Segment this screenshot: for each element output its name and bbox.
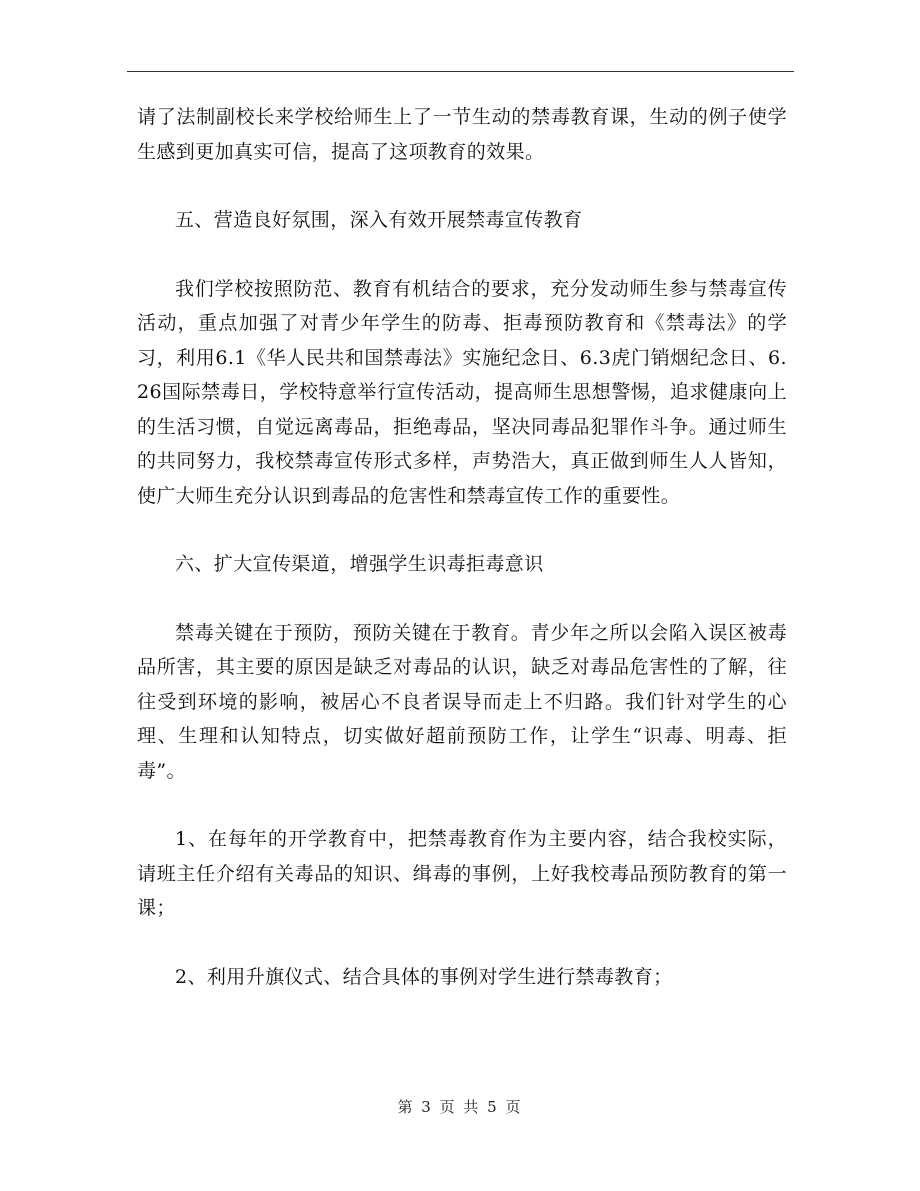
document-body bbox=[137, 100, 787, 994]
list-item-2: 2、利用升旗仪式、结合具体的事例对学生进行禁毒教育； bbox=[175, 965, 673, 988]
paragraph-publicity: 我们学校按照防范、教育有机结合的要求，充分发动师生参与禁毒宣传活动，重点加强了对青少年学生的防毒、拒毒预防教育和《禁毒法》的学习，利用6.1《华人民共和国禁毒法》实施纪念日、6.3虎门销烟纪念日、6.26国际禁毒日，学校特意举行宣传活动，提高师生思想警惕，追求健康向上的生活习惯，自觉远离毒品，拒绝毒品，坚决同毒品犯罪作斗争。通过师生的共同努力，我校禁毒宣传形式多样，声势浩大，真正做到师生人人皆知，使广大师生充分认识到毒品的危害性和禁毒宣传工作的重要性。 bbox=[137, 277, 787, 507]
paragraph-continuation: 请了法制副校长来学校给师生上了一节生动的禁毒教育课，生动的例子使学生感到更加真实可信，提高了这项教育的效果。 bbox=[137, 106, 787, 163]
paragraph-prevention: 禁毒关键在于预防，预防关键在于教育。青少年之所以会陷入误区被毒品所害，其主要的原因是缺乏对毒品的认识，缺乏对毒品危害性的了解，往往受到环境的影响，被居心不良者误导而走上不归路。我们针对学生的心理、生理和认知特点，切实做好超前预防工作，让学生“识毒、明毒、拒毒”。 bbox=[137, 621, 787, 782]
list-item-1: 1、在每年的开学教育中，把禁毒教育作为主要内容，结合我校实际，请班主任介绍有关毒品的知识、缉毒的事例，上好我校毒品预防教育的第一课； bbox=[137, 828, 787, 919]
section-heading-6: 六、扩大宣传渠道，增强学生识毒拒毒意识 bbox=[175, 553, 544, 575]
section-heading-5: 五、营造良好氛围，深入有效开展禁毒宣传教育 bbox=[175, 209, 583, 231]
header-rule bbox=[127, 71, 794, 72]
page-number: 第 3 页 共 5 页 bbox=[397, 1098, 523, 1116]
